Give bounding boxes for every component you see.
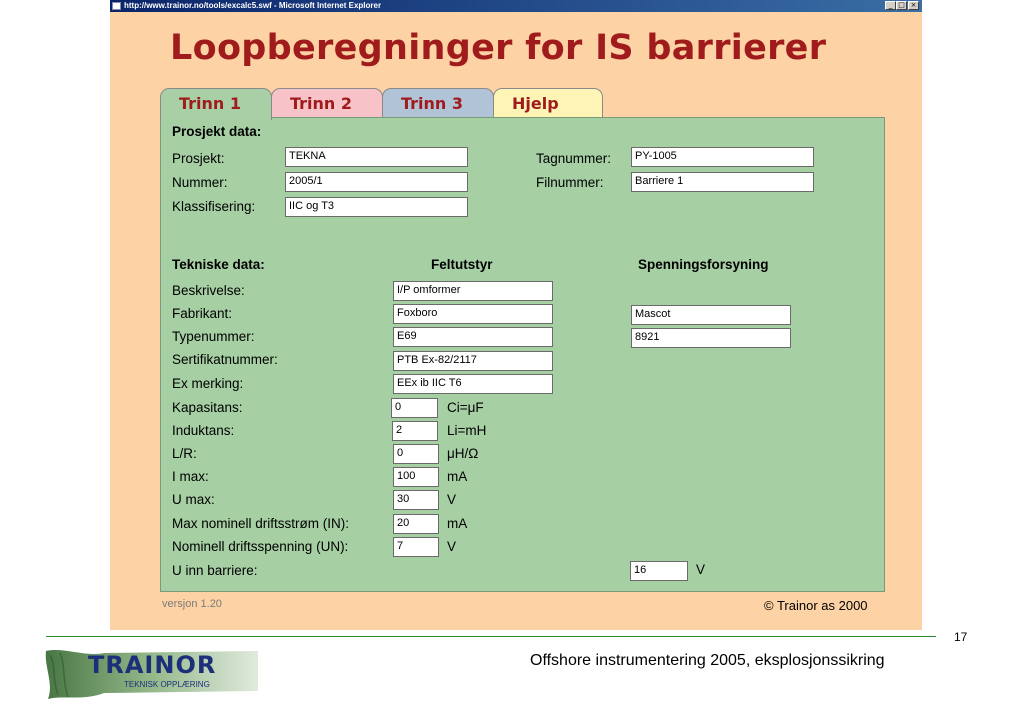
kapasitans-unit: Ci=μF xyxy=(447,400,484,415)
app-title: Loopberegninger for IS barrierer xyxy=(170,28,827,68)
slide-number: 17 xyxy=(954,630,968,644)
filnummer-input[interactable]: Barriere 1 xyxy=(631,172,814,192)
technical-heading: Tekniske data: xyxy=(172,257,265,272)
uinn-unit: V xyxy=(696,562,706,577)
column-spenningsforsyning: Spenningsforsyning xyxy=(638,257,769,272)
kapasitans-input[interactable]: 0 xyxy=(391,398,438,418)
prosjekt-label: Prosjekt: xyxy=(172,151,225,166)
logo-graphic xyxy=(44,645,258,701)
un-unit: V xyxy=(447,539,457,554)
nummer-label: Nummer: xyxy=(172,175,228,190)
sertifikatnummer-label: Sertifikatnummer: xyxy=(172,352,278,367)
un-input[interactable]: 7 xyxy=(393,537,439,557)
kapasitans-label: Kapasitans: xyxy=(172,400,243,415)
form-panel xyxy=(160,117,885,592)
fabrikant-label: Fabrikant: xyxy=(172,306,233,321)
logo-subtext: TEKNISK OPPLÆRING xyxy=(124,680,210,689)
tagnummer-label: Tagnummer: xyxy=(536,151,612,166)
window-title: http://www.trainor.no/tools/excalc5.swf - Microsoft Internet Explorer xyxy=(124,1,382,10)
tab-trinn-2[interactable]: Trinn 2 xyxy=(271,88,383,118)
tab-hjelp[interactable]: Hjelp xyxy=(493,88,603,118)
ex-merking-input[interactable]: EEx ib IIC T6 xyxy=(393,374,553,394)
umax-unit: V xyxy=(447,492,457,507)
logo-text: TRAINOR xyxy=(88,651,217,679)
in-unit: mA xyxy=(447,516,468,531)
typenummer-spenningsforsyning-input[interactable]: 8921 xyxy=(631,328,791,348)
induktans-unit: Li=mH xyxy=(447,423,487,438)
lr-label: L/R: xyxy=(172,446,197,461)
close-button[interactable]: × xyxy=(908,1,919,10)
footer-divider xyxy=(46,636,936,637)
minimize-button[interactable]: _ xyxy=(885,1,896,10)
in-label: Max nominell driftsstrøm (IN): xyxy=(172,516,350,531)
klassifisering-label: Klassifisering: xyxy=(172,199,256,214)
maximize-button[interactable]: □ xyxy=(896,1,907,10)
typenummer-feltutstyr-input[interactable]: E69 xyxy=(393,327,553,347)
lr-unit: μH/Ω xyxy=(447,446,479,461)
fabrikant-feltutstyr-input[interactable]: Foxboro xyxy=(393,304,553,324)
sertifikatnummer-input[interactable]: PTB Ex-82/2117 xyxy=(393,351,553,371)
project-heading: Prosjekt data: xyxy=(172,124,262,139)
fabrikant-spenningsforsyning-input[interactable]: Mascot xyxy=(631,305,791,325)
prosjekt-input[interactable]: TEKNA xyxy=(285,147,468,167)
tab-trinn-1[interactable]: Trinn 1 xyxy=(160,88,272,120)
induktans-label: Induktans: xyxy=(172,423,235,438)
umax-input[interactable]: 30 xyxy=(393,490,439,510)
imax-label: I max: xyxy=(172,469,209,484)
in-input[interactable]: 20 xyxy=(393,514,439,534)
typenummer-label: Typenummer: xyxy=(172,329,255,344)
window-titlebar xyxy=(110,0,922,12)
imax-unit: mA xyxy=(447,469,468,484)
browser-window xyxy=(110,0,922,630)
version-label: versjon 1.20 xyxy=(162,598,222,610)
beskrivelse-feltutstyr-input[interactable]: I/P omformer xyxy=(393,281,553,301)
nummer-input[interactable]: 2005/1 xyxy=(285,172,468,192)
un-label: Nominell driftsspenning (UN): xyxy=(172,539,349,554)
uinn-label: U inn barriere: xyxy=(172,563,258,578)
umax-label: U max: xyxy=(172,492,215,507)
uinn-input[interactable]: 16 xyxy=(630,561,688,581)
ex-merking-label: Ex merking: xyxy=(172,376,244,391)
tab-trinn-3[interactable]: Trinn 3 xyxy=(382,88,494,118)
beskrivelse-label: Beskrivelse: xyxy=(172,283,245,298)
trainor-logo xyxy=(44,645,258,701)
filnummer-label: Filnummer: xyxy=(536,175,604,190)
klassifisering-input[interactable]: IIC og T3 xyxy=(285,197,468,217)
ie-icon xyxy=(112,2,121,10)
column-feltutstyr: Feltutstyr xyxy=(431,257,493,272)
lr-input[interactable]: 0 xyxy=(393,444,439,464)
tagnummer-input[interactable]: PY-1005 xyxy=(631,147,814,167)
induktans-input[interactable]: 2 xyxy=(392,421,438,441)
footer-caption: Offshore instrumentering 2005, eksplosjonssikring xyxy=(530,652,885,669)
imax-input[interactable]: 100 xyxy=(393,467,439,487)
copyright-label: © Trainor as 2000 xyxy=(764,598,868,613)
